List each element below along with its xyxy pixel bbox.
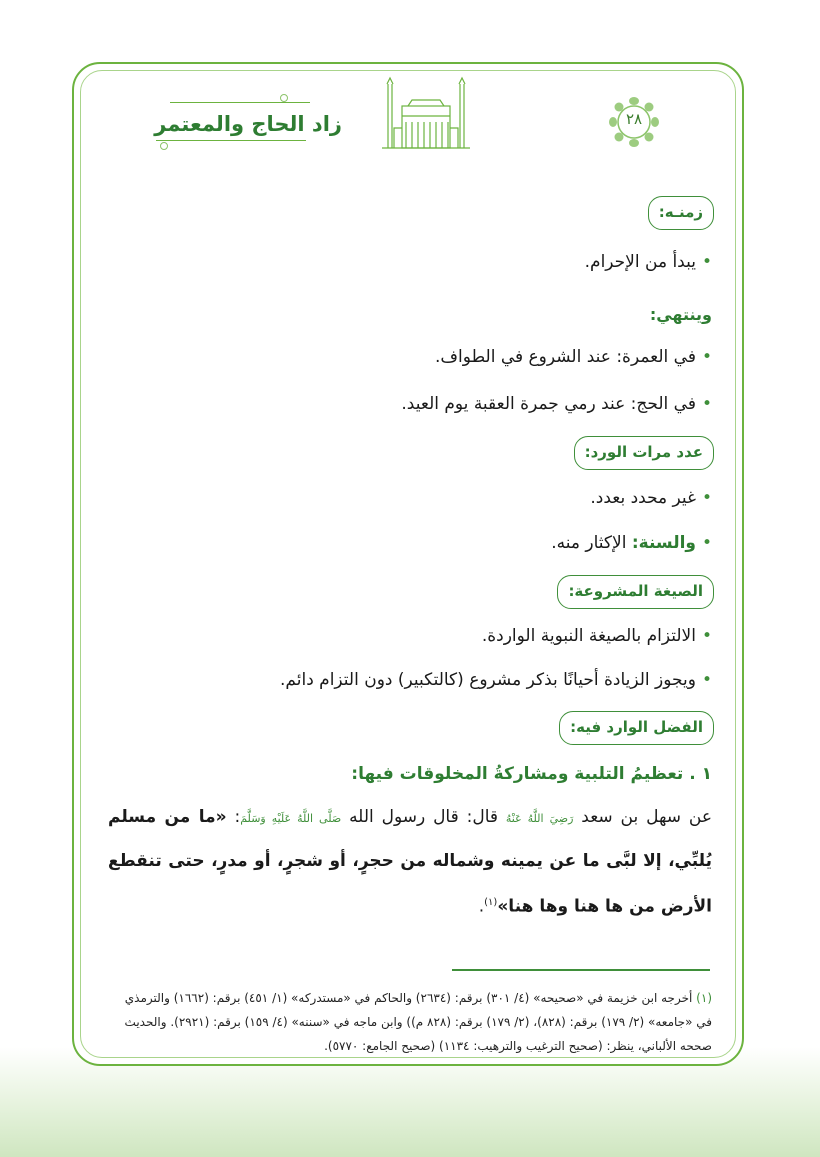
title-ornament-dot (160, 142, 168, 150)
heading-count: عدد مرات الورد: (574, 436, 714, 470)
bullet-item: •في العمرة: عند الشروع في الطواف. (435, 347, 712, 367)
bullet-item: •ويجوز الزيادة أحيانًا بذكر مشروع (كالتكبير) دون التزام دائم. (280, 670, 712, 690)
bullet-item: •غير محدد بعدد. (590, 488, 712, 508)
bullet-item: •يبدأ من الإحرام. (584, 252, 712, 272)
subheading-ends: وينتهي: (649, 305, 712, 324)
page-number-badge (608, 96, 660, 148)
title-ornament-line-bottom (156, 140, 306, 141)
title-ornament-dot (280, 94, 288, 102)
bullet-item: •في الحج: عند رمي جمرة العقبة يوم العيد. (401, 394, 712, 414)
footnote-ref: (١) (484, 897, 498, 908)
footnote-number: (١) (696, 991, 712, 1005)
hadith-paragraph: عن سهل بن سعد رَضِيَ اللَّهُ عَنْهُ قال: قال رسول الله صَلَّى اللَّهُ عَلَيْهِ وَسَلَّمَ: «ما من مسلم يُلبِّي، إلا لبَّى ما عن يمينه وشماله من حجرٍ، أو شجرٍ، أو مدرٍ، حتى تنقطع الأرض من ها هنا وها هنا»$^{(١)}$. (108, 807, 713, 917)
footnote (108, 986, 712, 1058)
honorific: رَضِيَ اللَّهُ عَنْهُ (505, 812, 574, 825)
heading-time: زمنـه: (648, 196, 714, 230)
footnote-text: أخرجه ابن خزيمة في «صحيحه» (٤/ ٣٠١) برقم: (٢٦٣٤) والحاكم في «مستدركه» (١/ ٤٥١) برقم: (١٦٦٢) والترمذي في «جامعه» (٢/ ١٧٩) برقم: (٨٢٨)، (٢/ ١٧٩) برقم: (٨٢٨ م)) وابن ماجه في «سننه» (٤/ ١٥٩) برقم: (٢٩٢١). والحديث صححه الألباني، ينظر: (صحيح الترغيب والترهيب: ١١٣٤) (صحيح الجامع: ٥٧٧٠). (124, 991, 712, 1053)
heading-formula: الصيغة المشروعة: (557, 575, 714, 609)
hadith-quote: «ما من مسلم يُلبِّي، إلا لبَّى ما عن يمينه وشماله من حجرٍ، أو شجرٍ، أو مدرٍ، حتى تنقطع الأرض من ها هنا وها هنا» (108, 807, 712, 917)
kaaba-mosque-icon (378, 76, 474, 152)
point-title: ١ . تعظيمُ التلبية ومشاركةُ المخلوقات فيها: (351, 764, 712, 784)
page-number: ٢٨ (625, 110, 643, 128)
title-ornament-line-top (170, 102, 310, 103)
bullet-item: •الالتزام بالصيغة النبوية الواردة. (481, 626, 712, 646)
bullet-item: •والسنة: الإكثار منه. (551, 533, 712, 553)
book-title: زاد الحاج والمعتمر (154, 112, 342, 136)
honorific: صَلَّى اللَّهُ عَلَيْهِ وَسَلَّمَ (240, 812, 342, 825)
heading-virtue: الفضل الوارد فيه: (559, 711, 714, 745)
footnote-divider (452, 969, 710, 971)
